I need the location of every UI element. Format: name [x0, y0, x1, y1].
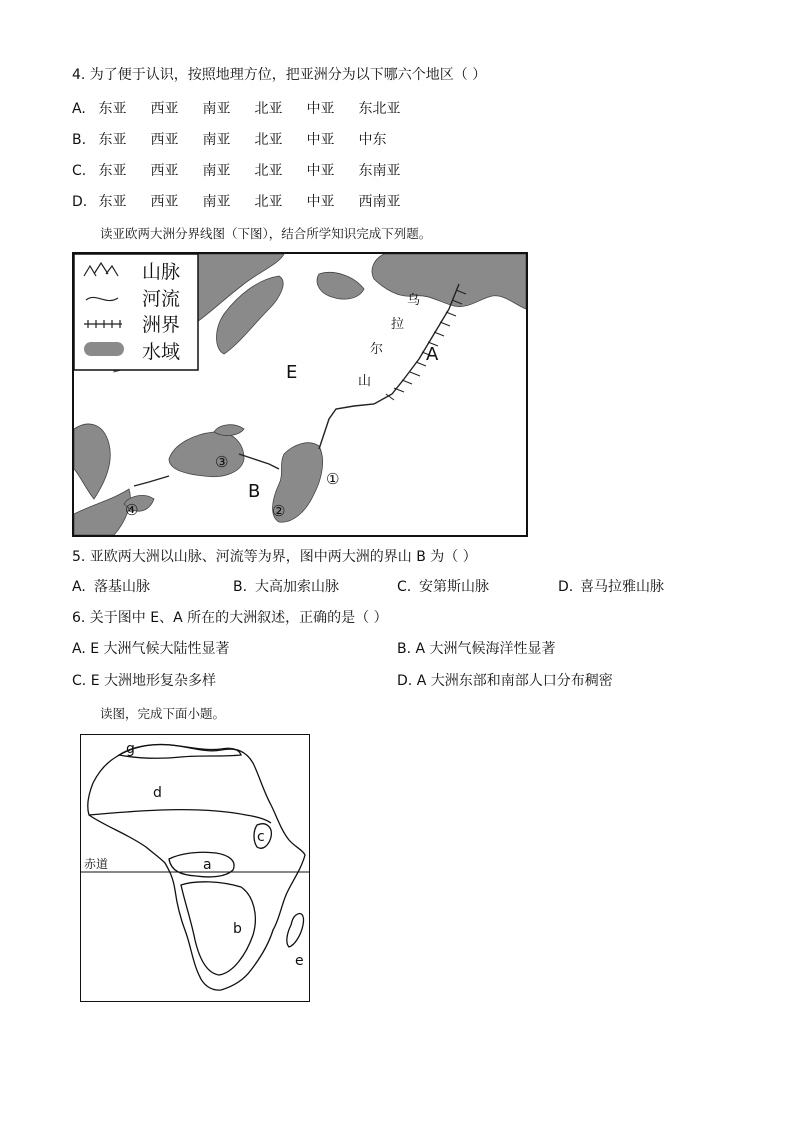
label-circle-3: ③: [215, 453, 229, 471]
label-B: B: [248, 481, 261, 502]
instruction-map2: 读图，完成下面小题。: [100, 706, 226, 721]
region-d-boundary: [89, 810, 271, 823]
africa-map: [80, 734, 310, 1002]
legend-water-label: 水域: [142, 341, 181, 363]
label-E: E: [286, 362, 298, 383]
madagascar-outline: [287, 913, 304, 947]
label-circle-2: ②: [272, 502, 286, 520]
label-e: e: [295, 953, 304, 969]
europe-asia-boundary-map: [72, 252, 528, 537]
q5-stem: 5. 亚欧两大洲以山脉、河流等为界，图中两大洲的界山 B 为（ ）: [72, 549, 477, 565]
water-legend-icon: [84, 342, 124, 356]
ural-mountains-line: [319, 284, 459, 449]
label-c: c: [257, 829, 265, 845]
q5-option-b[interactable]: B. 大高加索山脉: [233, 579, 339, 595]
label-g: g: [126, 741, 135, 757]
ural-char-2: 拉: [391, 317, 405, 332]
ural-char-4: 山: [358, 374, 372, 389]
q5-option-a[interactable]: A. 落基山脉: [72, 579, 150, 595]
label-a: a: [203, 857, 212, 873]
q4-stem: 4. 为了便于认识，按照地理方位，把亚洲分为以下哪六个地区（ ）: [72, 67, 487, 83]
q6-option-c[interactable]: C. E 大洲地形复杂多样: [72, 673, 216, 689]
ural-char-3: 尔: [370, 342, 384, 357]
q4-option-d[interactable]: D. 东亚 西亚 南亚 北亚 中亚 西南亚: [72, 194, 401, 210]
q4-option-a[interactable]: A. 东亚 西亚 南亚 北亚 中亚 东北亚: [72, 101, 401, 117]
arctic-coast-right: [372, 254, 526, 309]
label-A: A: [426, 344, 439, 365]
baltic-water: [74, 424, 110, 499]
black-sea-water: [169, 432, 244, 477]
map1-legend: [74, 254, 198, 370]
legend-river-label: 河流: [142, 288, 181, 310]
boundary-map-svg: [74, 254, 526, 535]
q5-option-c[interactable]: C. 安第斯山脉: [397, 579, 489, 595]
q6-option-d[interactable]: D. A 大洲东部和南部人口分布稠密: [397, 673, 613, 689]
q6-option-a[interactable]: A. E 大洲气候大陆性显著: [72, 641, 230, 657]
region-a-outline: [169, 852, 234, 877]
mediterranean-water: [74, 489, 130, 535]
q6-option-b[interactable]: B. A 大洲气候海洋性显著: [397, 641, 556, 657]
q4-option-b[interactable]: B. 东亚 西亚 南亚 北亚 中亚 中东: [72, 132, 387, 148]
ural-char-1: 乌: [407, 293, 421, 308]
label-d: d: [153, 785, 162, 801]
arctic-water-top: [317, 272, 364, 299]
region-g-outline: [119, 744, 241, 758]
legend-boundary-label: 洲界: [142, 314, 181, 336]
africa-map-svg: [81, 735, 309, 1001]
azov-water: [214, 425, 244, 436]
q6-stem: 6. 关于图中 E、A 所在的大洲叙述，正确的是（ ）: [72, 610, 388, 626]
q5-option-d[interactable]: D. 喜马拉雅山脉: [558, 579, 664, 595]
q4-option-c[interactable]: C. 东亚 西亚 南亚 北亚 中亚 东南亚: [72, 163, 401, 179]
instruction-map1: 读亚欧两大洲分界线图（下图），结合所学知识完成下列题。: [100, 226, 432, 241]
label-b: b: [233, 921, 242, 937]
africa-outline: [88, 745, 305, 991]
equator-label: 赤道: [84, 857, 109, 871]
label-circle-4: ④: [125, 501, 139, 519]
label-circle-1: ①: [326, 470, 340, 488]
region-b-outline: [181, 882, 255, 975]
legend-mountain-label: 山脉: [142, 261, 181, 283]
